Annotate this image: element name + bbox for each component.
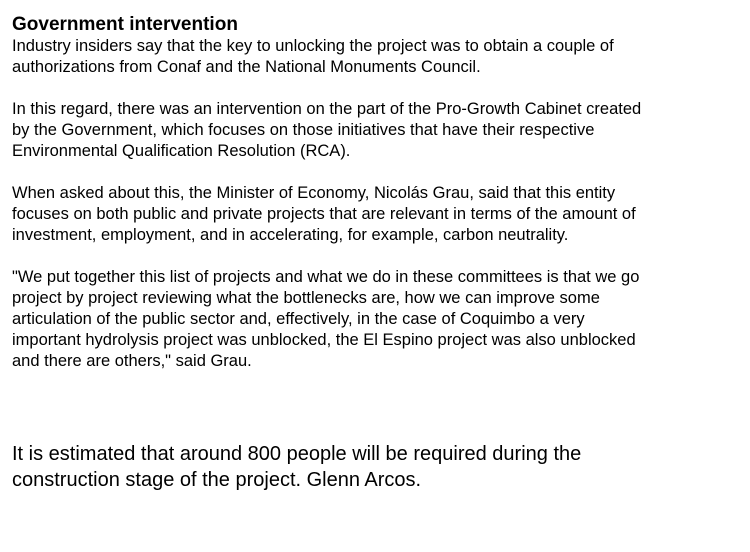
article-body bbox=[12, 14, 742, 393]
paragraph-authorizations: Industry insiders say that the key to unlocking the project was to obtain a couple of authorizations from Conaf and the National Monuments Council. bbox=[12, 37, 614, 76]
closing-caption: It is estimated that around 800 people will be required during the construction stage of the project. Glenn Arcos. bbox=[12, 443, 582, 491]
section-heading: Government intervention bbox=[12, 14, 238, 35]
paragraph-grau-quote: "We put together this list of projects and what we do in these committees is that we go project by project reviewing what the bottlenecks are, how we can improve some articulation of the public sector and, effectively, in the case of Coquimbo a very important hydrolysis project was unblocked, the El Espino project was also unblocked and there are others," said Grau. bbox=[12, 268, 640, 370]
paragraph-pro-growth-cabinet: In this regard, there was an intervention on the part of the Pro-Growth Cabinet created by the Government, which focuses on those initiatives that have their respective Environmental Qualification Resolution (RCA). bbox=[12, 100, 642, 160]
paragraph-minister-statement: When asked about this, the Minister of Economy, Nicolás Grau, said that this entity focuses on both public and private projects that are relevant in terms of the amount of investment, employment, and in accelerating, for example, carbon neutrality. bbox=[12, 184, 636, 244]
